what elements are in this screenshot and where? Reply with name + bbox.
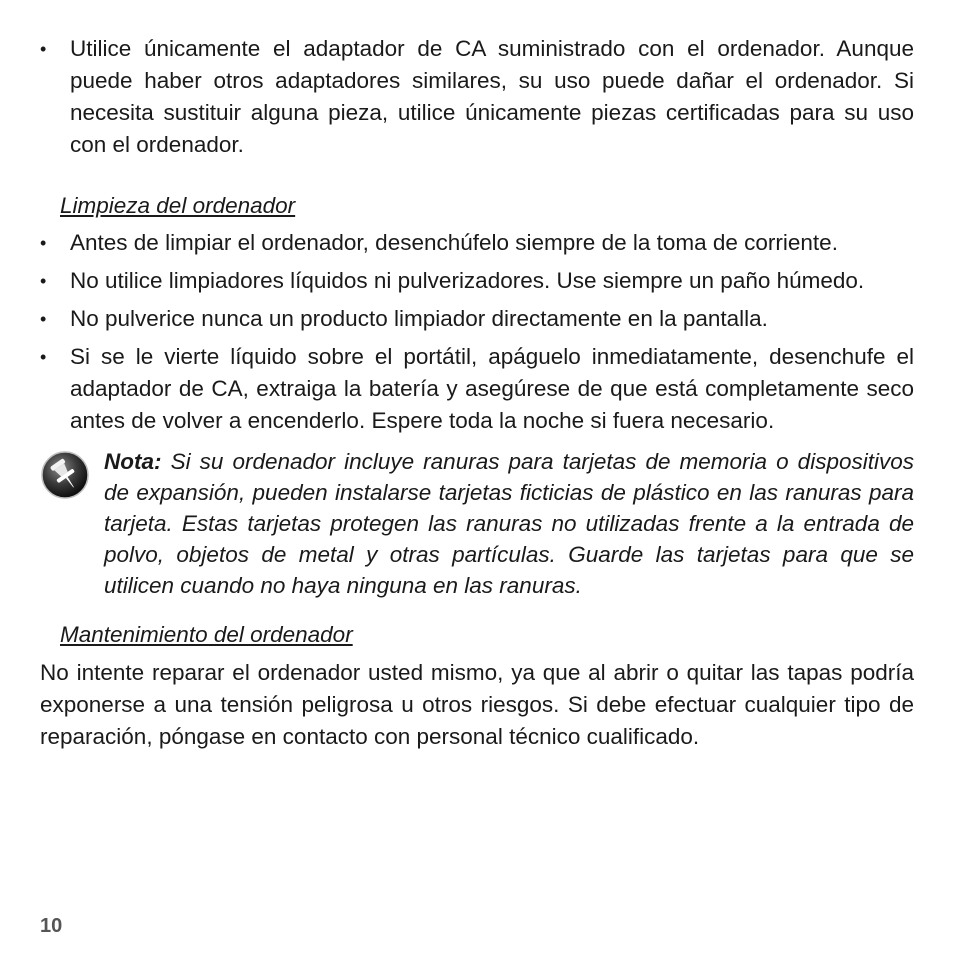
bullet-item-no-spray-screen [40, 303, 914, 335]
maintenance-paragraph: No intente reparar el ordenador usted mismo, ya que al abrir o quitar las tapas podría exponerse a una tensión peligrosa u otros riesgos. Si debe efectuar cualquier tipo de reparación, póngase en contacto con personal técnico cualificado. [40, 660, 914, 749]
bullet-marker: • [40, 309, 47, 329]
bullet-marker: • [40, 347, 47, 367]
page-number: 10 [40, 915, 63, 937]
bullet-item-no-liquid-cleaners [40, 265, 914, 297]
note-box [40, 446, 914, 601]
bullet-item-liquid-spill [40, 341, 914, 437]
bullet-text: Utilice únicamente el adaptador de CA suministrado con el ordenador. Aunque puede haber otros adaptadores similares, su uso puede dañar el ordenador. Si necesita sustituir alguna pieza, utilice únicamente piezas certificadas para su uso con el ordenador. [70, 36, 914, 157]
bullet-text: Antes de limpiar el ordenador, desenchúfelo siempre de la toma de corriente. [70, 230, 838, 255]
bullet-item-ac-adapter [40, 33, 914, 161]
section-heading-maintenance: Mantenimiento del ordenador [60, 622, 353, 647]
document-page [40, 33, 914, 753]
bullet-marker: • [40, 271, 47, 291]
bullet-marker: • [40, 39, 47, 59]
bullet-marker: • [40, 233, 47, 253]
bullet-text: No utilice limpiadores líquidos ni pulverizadores. Use siempre un paño húmedo. [70, 268, 865, 293]
note-label: Nota: [104, 449, 162, 474]
bullet-text: Si se le vierte líquido sobre el portátil, apáguelo inmediatamente, desenchufe el adaptador de CA, extraiga la batería y asegúrese de que está completamente seco antes de volver a encenderlo. Espere toda la noche si fuera necesario. [70, 344, 914, 433]
bullet-item-unplug [40, 227, 914, 259]
section-heading-cleaning: Limpieza del ordenador [60, 193, 296, 218]
bullet-text: No pulverice nunca un producto limpiador directamente en la pantalla. [70, 306, 768, 331]
pushpin-note-icon [40, 450, 90, 500]
note-text: Si su ordenador incluye ranuras para tarjetas de memoria o dispositivos de expansión, pueden instalarse tarjetas ficticias de plástico en las ranuras para tarjeta. Estas tarjetas protegen las ranuras no utilizadas frente a la entrada de polvo, objetos de metal y otras partículas. Guarde las tarjetas para que se utilicen cuando no haya ninguna en las ranuras. [104, 449, 914, 598]
